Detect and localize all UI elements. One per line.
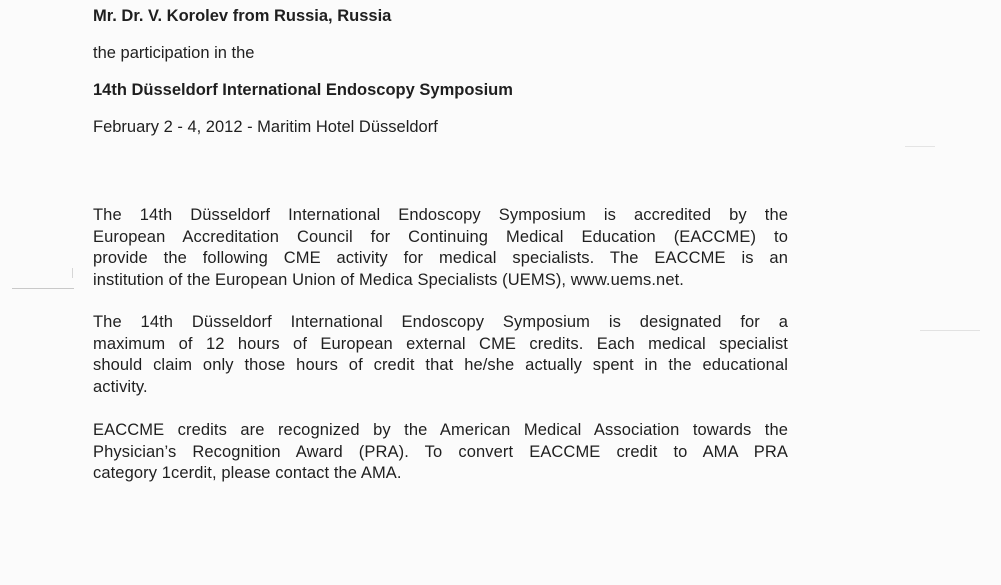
paragraph-line: European Accreditation Council for Continuing Medical Education (EACCME) to [93,227,788,246]
designation-paragraph [93,312,788,398]
paragraph-line: activity. [93,377,148,396]
intro-line: the participation in the [93,44,255,62]
paragraph-line: The 14th Düsseldorf International Endoscopy Symposium is accredited by the [93,206,788,224]
paragraph-line: should claim only those hours of credit that he/she actually spent in the educational [93,356,788,374]
scan-artifact-tick [72,268,73,278]
paragraph-line: EACCME credits are recognized by the American Medical Association towards the [93,421,788,439]
ama-paragraph [93,420,788,485]
scan-artifact-line [12,288,74,289]
paragraph-line: maximum of 12 hours of European external CME credits. Each medical specialist [93,334,788,353]
recipient-line: Mr. Dr. V. Korolev from Russia, Russia [93,7,392,25]
paragraph-line: provide the following CME activity for medical specialists. The EACCME is an [93,249,788,267]
scan-artifact-line [920,330,980,331]
event-date-venue: February 2 - 4, 2012 - Maritim Hotel Düsseldorf [93,118,438,136]
paragraph-line: Physician’s Recognition Award (PRA). To convert EACCME credit to AMA PRA [93,442,788,461]
paragraph-line: institution of the European Union of Medica Specialists (UEMS), www.uems.net. [93,270,684,289]
paragraph-line: category 1cerdit, please contact the AMA. [93,464,402,482]
scan-artifact-line [905,146,935,147]
paragraph-line: The 14th Düsseldorf International Endoscopy Symposium is designated for a [93,313,788,331]
event-title: 14th Düsseldorf International Endoscopy Symposium [93,81,513,99]
accreditation-paragraph [93,205,788,291]
